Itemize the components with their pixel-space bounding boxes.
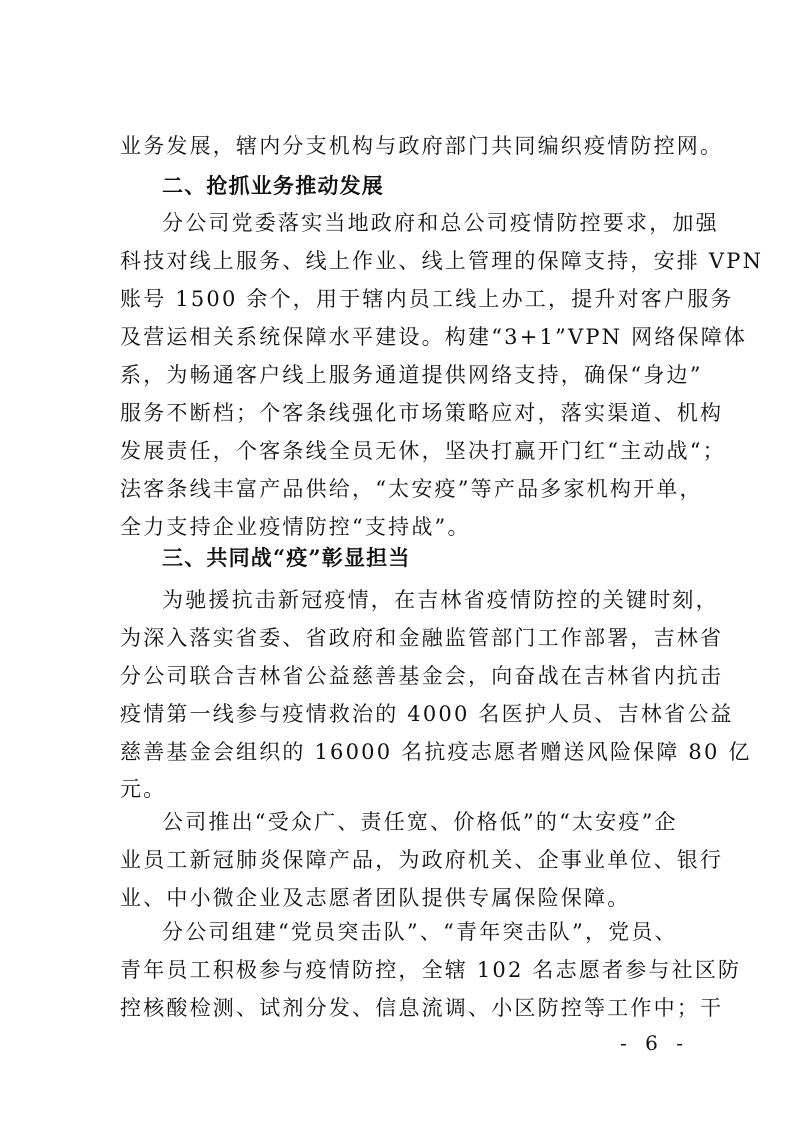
- body-line: 全力支持企业疫情防控“支持战”。: [120, 515, 471, 539]
- body-line: 控核酸检测、试剂分发、信息流调、小区防控等工作中；干: [120, 996, 724, 1020]
- body-line: 元。: [120, 777, 167, 801]
- body-line: 法客条线丰富产品供给，“太安疫”等产品多家机构开单，: [120, 477, 703, 501]
- body-line: 业、中小微企业及志愿者团队提供专属保险保障。: [120, 886, 631, 910]
- body-line: 系，为畅通客户线上服务通道提供网络支持，确保“身边”: [120, 363, 703, 387]
- body-line: 分公司党委落实当地政府和总公司疫情防控要求，加强: [162, 211, 719, 235]
- body-line: 疫情第一线参与疫情救治的 4000 名医护人员、吉林省公益: [120, 702, 734, 726]
- body-line: 为深入落实省委、省政府和金融监管部门工作部署，吉林省: [120, 626, 724, 650]
- body-line: 青年员工积极参与疫情防控，全辖 102 名志愿者参与社区防: [120, 958, 742, 982]
- body-line: 发展责任，个客条线全员无休，坚决打赢开门红“主动战“；: [120, 439, 726, 463]
- page-number: - 6 -: [620, 1031, 689, 1055]
- section-heading: 三、共同战“疫”彰显担当: [162, 545, 411, 570]
- body-line: 及营运相关系统保障水平建设。构建“3+1”VPN 网络保障体: [120, 325, 748, 349]
- body-line: 业务发展，辖内分支机构与政府部门共同编织疫情防控网。: [120, 134, 724, 158]
- body-line: 科技对线上服务、线上作业、线上管理的保障支持，安排 VPN: [120, 249, 764, 273]
- body-line: 账号 1500 余个，用于辖内员工线上办工，提升对客户服务: [120, 287, 734, 311]
- body-line: 公司推出“受众广、责任宽、价格低”的“太安疫”企: [162, 810, 678, 834]
- body-line: 分公司组建“党员突击队”、“青年突击队”，党员、: [162, 920, 678, 944]
- body-line: 慈善基金会组织的 16000 名抗疫志愿者赠送风险保障 80 亿: [120, 740, 752, 764]
- section-heading: 二、抢抓业务推动发展: [162, 173, 384, 198]
- body-line: 服务不断档；个客条线强化市场策略应对，落实渠道、机构: [120, 401, 724, 425]
- body-line: 为驰援抗击新冠疫情，在吉林省疫情防控的关键时刻，: [162, 588, 719, 612]
- body-line: 分公司联合吉林省公益慈善基金会，向奋战在吉林省内抗击: [120, 664, 724, 688]
- body-line: 业员工新冠肺炎保障产品，为政府机关、企事业单位、银行: [120, 848, 724, 872]
